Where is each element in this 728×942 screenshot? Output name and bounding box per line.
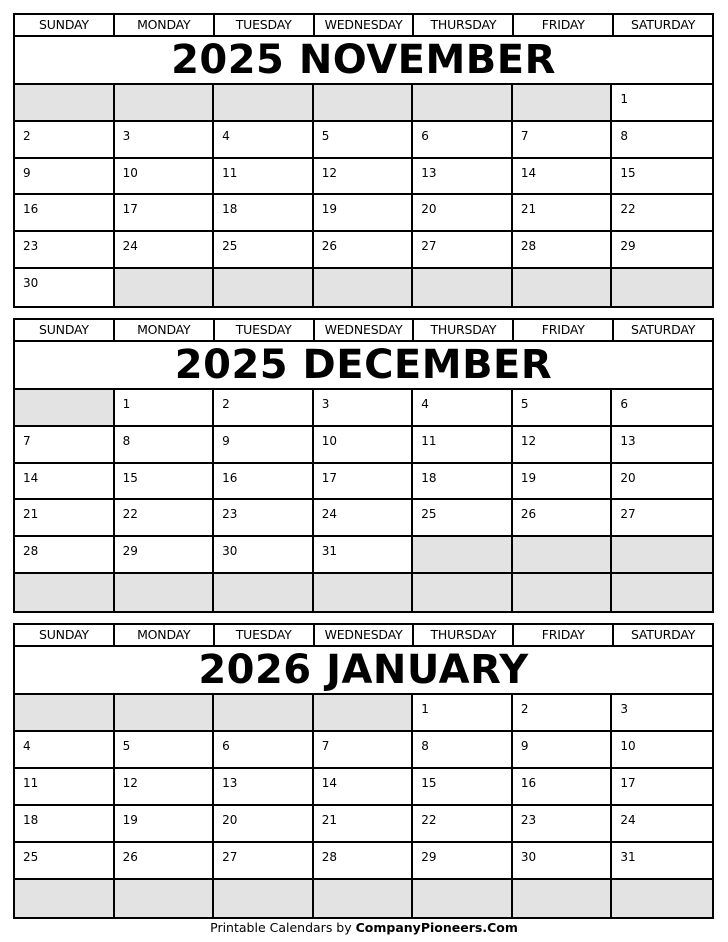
day-cell bbox=[15, 843, 115, 880]
day-cell bbox=[115, 806, 215, 843]
empty-day-cell bbox=[413, 269, 513, 306]
day-cell bbox=[612, 390, 712, 427]
day-number: 3 bbox=[122, 128, 131, 143]
empty-day-cell bbox=[413, 574, 513, 611]
empty-day-cell bbox=[413, 880, 513, 917]
weekday-friday: FRIDAY bbox=[514, 625, 614, 645]
day-cell bbox=[612, 806, 712, 843]
day-number: 15 bbox=[421, 776, 437, 790]
day-cell bbox=[15, 500, 115, 537]
day-number: 18 bbox=[421, 470, 437, 485]
day-cell bbox=[413, 806, 513, 843]
day-cell bbox=[115, 390, 215, 427]
day-number: 4 bbox=[421, 397, 429, 411]
day-cell bbox=[115, 843, 215, 880]
day-number: 16 bbox=[520, 776, 537, 790]
day-number: 2 bbox=[23, 128, 31, 143]
day-number: 26 bbox=[321, 239, 337, 254]
weekday-tuesday: TUESDAY bbox=[215, 320, 315, 340]
day-cell bbox=[314, 427, 414, 464]
day-cell bbox=[513, 195, 613, 232]
day-number: 18 bbox=[23, 813, 39, 827]
empty-day-cell bbox=[513, 269, 613, 306]
calendar-december-2025 bbox=[13, 318, 714, 613]
empty-day-cell bbox=[314, 85, 414, 122]
day-number: 28 bbox=[23, 544, 39, 559]
day-number: 17 bbox=[122, 202, 138, 217]
day-cell bbox=[513, 806, 613, 843]
day-cell bbox=[214, 464, 314, 501]
day-cell bbox=[513, 695, 613, 732]
day-cell bbox=[513, 769, 613, 806]
day-cell bbox=[314, 843, 414, 880]
footer-prefix: Printable Calendars by bbox=[210, 920, 356, 935]
day-number: 5 bbox=[321, 128, 330, 143]
day-number: 24 bbox=[620, 813, 636, 827]
day-number: 13 bbox=[620, 433, 636, 448]
day-cell bbox=[612, 232, 712, 269]
weekday-thursday: THURSDAY bbox=[414, 320, 514, 340]
day-cell bbox=[314, 806, 414, 843]
day-number: 21 bbox=[321, 813, 337, 827]
day-number: 25 bbox=[222, 239, 238, 254]
day-cell bbox=[314, 159, 414, 196]
weekday-saturday: SATURDAY bbox=[630, 17, 696, 32]
day-number: 3 bbox=[321, 397, 330, 411]
day-number: 10 bbox=[321, 433, 337, 448]
day-number: 1 bbox=[421, 702, 429, 716]
empty-day-cell bbox=[612, 269, 712, 306]
day-cell bbox=[612, 195, 712, 232]
day-cell bbox=[513, 427, 613, 464]
day-number: 17 bbox=[620, 776, 636, 790]
day-number: 30 bbox=[520, 850, 537, 864]
calendar-november-2025 bbox=[13, 13, 714, 308]
day-cell bbox=[413, 232, 513, 269]
day-cell bbox=[612, 843, 712, 880]
day-number: 15 bbox=[122, 470, 138, 485]
day-number: 11 bbox=[421, 433, 437, 448]
day-cell bbox=[612, 500, 712, 537]
day-number: 19 bbox=[122, 813, 138, 827]
day-cell bbox=[115, 500, 215, 537]
weekday-saturday: SATURDAY bbox=[630, 627, 696, 642]
day-cell bbox=[513, 500, 613, 537]
day-cell bbox=[413, 500, 513, 537]
day-cell bbox=[513, 390, 613, 427]
empty-day-cell bbox=[115, 269, 215, 306]
day-number: 7 bbox=[321, 739, 330, 753]
day-number: 10 bbox=[620, 739, 636, 753]
empty-day-cell bbox=[15, 880, 115, 917]
day-cell bbox=[15, 122, 115, 159]
day-number: 28 bbox=[520, 239, 537, 254]
day-number: 20 bbox=[620, 470, 636, 485]
day-number: 1 bbox=[620, 92, 629, 106]
empty-day-cell bbox=[413, 537, 513, 574]
weekday-friday: FRIDAY bbox=[514, 320, 614, 340]
day-number: 23 bbox=[520, 813, 537, 827]
day-cell bbox=[314, 732, 414, 769]
day-number: 19 bbox=[321, 202, 337, 217]
day-grid bbox=[15, 390, 712, 611]
empty-day-cell bbox=[214, 574, 314, 611]
day-number: 22 bbox=[421, 813, 437, 827]
day-cell bbox=[214, 122, 314, 159]
empty-day-cell bbox=[214, 880, 314, 917]
day-number: 5 bbox=[122, 739, 131, 753]
day-number: 12 bbox=[520, 433, 537, 448]
day-cell bbox=[513, 732, 613, 769]
day-number: 6 bbox=[222, 739, 230, 753]
weekday-wednesday: WEDNESDAY bbox=[315, 625, 415, 645]
day-number: 14 bbox=[23, 470, 39, 485]
day-cell bbox=[314, 232, 414, 269]
day-cell bbox=[15, 195, 115, 232]
day-number: 13 bbox=[421, 165, 437, 180]
day-cell bbox=[413, 769, 513, 806]
day-number: 26 bbox=[122, 850, 138, 864]
day-number: 11 bbox=[23, 776, 39, 790]
day-grid bbox=[15, 85, 712, 306]
empty-day-cell bbox=[612, 880, 712, 917]
day-cell bbox=[15, 732, 115, 769]
day-cell bbox=[115, 122, 215, 159]
day-cell bbox=[15, 464, 115, 501]
empty-day-cell bbox=[413, 85, 513, 122]
day-cell bbox=[15, 806, 115, 843]
day-cell bbox=[214, 427, 314, 464]
day-cell bbox=[612, 427, 712, 464]
weekday-monday: MONDAY bbox=[115, 625, 215, 645]
day-cell bbox=[314, 769, 414, 806]
day-cell bbox=[612, 695, 712, 732]
day-cell bbox=[314, 122, 414, 159]
day-cell bbox=[15, 537, 115, 574]
empty-day-cell bbox=[115, 85, 215, 122]
day-number: 19 bbox=[520, 470, 537, 485]
weekday-header bbox=[15, 15, 712, 37]
day-cell bbox=[513, 232, 613, 269]
weekday-header bbox=[15, 320, 712, 342]
empty-day-cell bbox=[612, 574, 712, 611]
month-title: 2025 NOVEMBER bbox=[15, 37, 712, 85]
footer-brand: CompanyPioneers.Com bbox=[355, 920, 518, 935]
weekday-header bbox=[15, 625, 712, 647]
empty-day-cell bbox=[214, 85, 314, 122]
empty-day-cell bbox=[314, 880, 414, 917]
day-cell bbox=[115, 195, 215, 232]
day-number: 24 bbox=[122, 239, 138, 254]
day-number: 16 bbox=[222, 470, 238, 485]
day-number: 7 bbox=[520, 128, 529, 143]
weekday-sunday: SUNDAY bbox=[15, 15, 115, 35]
day-cell bbox=[15, 427, 115, 464]
day-number: 4 bbox=[222, 128, 230, 143]
day-number: 31 bbox=[620, 850, 636, 864]
day-number: 7 bbox=[23, 433, 31, 448]
day-cell bbox=[413, 390, 513, 427]
day-number: 2 bbox=[520, 702, 529, 716]
weekday-tuesday: TUESDAY bbox=[215, 15, 315, 35]
day-cell bbox=[15, 159, 115, 196]
day-number: 6 bbox=[421, 128, 429, 143]
day-number: 6 bbox=[620, 397, 629, 411]
day-number: 8 bbox=[122, 433, 131, 448]
day-cell bbox=[214, 390, 314, 427]
day-cell bbox=[413, 159, 513, 196]
day-cell bbox=[413, 464, 513, 501]
day-cell bbox=[612, 464, 712, 501]
day-number: 17 bbox=[321, 470, 337, 485]
empty-day-cell bbox=[15, 574, 115, 611]
day-number: 29 bbox=[122, 544, 138, 559]
month-title: 2026 JANUARY bbox=[15, 647, 712, 695]
day-number: 25 bbox=[421, 507, 437, 522]
empty-day-cell bbox=[15, 695, 115, 732]
day-number: 30 bbox=[222, 544, 238, 559]
day-number: 1 bbox=[122, 397, 131, 411]
day-grid bbox=[15, 695, 712, 917]
empty-day-cell bbox=[612, 537, 712, 574]
empty-day-cell bbox=[214, 269, 314, 306]
day-number: 22 bbox=[620, 202, 636, 217]
day-number: 23 bbox=[222, 507, 238, 522]
day-number: 21 bbox=[520, 202, 537, 217]
empty-day-cell bbox=[115, 574, 215, 611]
day-cell bbox=[15, 769, 115, 806]
weekday-wednesday: WEDNESDAY bbox=[315, 15, 415, 35]
day-cell bbox=[413, 732, 513, 769]
empty-day-cell bbox=[115, 880, 215, 917]
day-cell bbox=[214, 806, 314, 843]
day-cell bbox=[214, 500, 314, 537]
day-cell bbox=[115, 427, 215, 464]
day-cell bbox=[314, 195, 414, 232]
day-number: 2 bbox=[222, 397, 230, 411]
empty-day-cell bbox=[314, 574, 414, 611]
day-cell bbox=[214, 232, 314, 269]
day-number: 27 bbox=[222, 850, 238, 864]
day-cell bbox=[413, 122, 513, 159]
weekday-friday: FRIDAY bbox=[514, 15, 614, 35]
weekday-wednesday: WEDNESDAY bbox=[315, 320, 415, 340]
day-number: 13 bbox=[222, 776, 238, 790]
day-number: 11 bbox=[222, 165, 238, 180]
weekday-thursday: THURSDAY bbox=[414, 15, 514, 35]
day-cell bbox=[115, 769, 215, 806]
weekday-monday: MONDAY bbox=[115, 15, 215, 35]
empty-day-cell bbox=[314, 269, 414, 306]
day-cell bbox=[513, 122, 613, 159]
empty-day-cell bbox=[15, 85, 115, 122]
empty-day-cell bbox=[513, 880, 613, 917]
day-number: 22 bbox=[122, 507, 138, 522]
weekday-monday: MONDAY bbox=[115, 320, 215, 340]
day-number: 9 bbox=[222, 433, 230, 448]
day-cell bbox=[115, 537, 215, 574]
day-number: 8 bbox=[620, 128, 629, 143]
day-cell bbox=[413, 195, 513, 232]
weekday-sunday: SUNDAY bbox=[15, 320, 115, 340]
weekday-thursday: THURSDAY bbox=[414, 625, 514, 645]
day-number: 21 bbox=[23, 507, 39, 522]
day-cell bbox=[15, 269, 115, 306]
day-cell bbox=[214, 159, 314, 196]
day-number: 10 bbox=[122, 165, 138, 180]
day-number: 29 bbox=[620, 239, 636, 254]
empty-day-cell bbox=[115, 695, 215, 732]
day-number: 27 bbox=[421, 239, 437, 254]
day-cell bbox=[612, 732, 712, 769]
day-cell bbox=[612, 159, 712, 196]
day-number: 29 bbox=[421, 850, 437, 864]
calendar-january-2026 bbox=[13, 623, 714, 919]
day-cell bbox=[314, 500, 414, 537]
day-number: 4 bbox=[23, 739, 31, 753]
day-cell bbox=[413, 695, 513, 732]
footer-credit bbox=[0, 920, 728, 936]
day-number: 30 bbox=[23, 276, 39, 291]
day-number: 27 bbox=[620, 507, 636, 522]
day-cell bbox=[314, 464, 414, 501]
empty-day-cell bbox=[314, 695, 414, 732]
day-cell bbox=[214, 769, 314, 806]
day-number: 24 bbox=[321, 507, 337, 522]
day-cell bbox=[115, 464, 215, 501]
day-cell bbox=[214, 843, 314, 880]
day-number: 26 bbox=[520, 507, 537, 522]
day-cell bbox=[612, 85, 712, 122]
day-number: 3 bbox=[620, 702, 629, 716]
day-number: 14 bbox=[321, 776, 337, 790]
day-number: 31 bbox=[321, 544, 337, 559]
day-number: 28 bbox=[321, 850, 337, 864]
day-cell bbox=[314, 537, 414, 574]
day-cell bbox=[612, 769, 712, 806]
day-cell bbox=[314, 390, 414, 427]
day-number: 15 bbox=[620, 165, 636, 180]
day-number: 12 bbox=[122, 776, 138, 790]
day-number: 9 bbox=[520, 739, 529, 753]
day-number: 8 bbox=[421, 739, 429, 753]
day-number: 5 bbox=[520, 397, 529, 411]
weekday-sunday: SUNDAY bbox=[15, 625, 115, 645]
empty-day-cell bbox=[513, 85, 613, 122]
day-cell bbox=[413, 843, 513, 880]
empty-day-cell bbox=[15, 390, 115, 427]
day-number: 12 bbox=[321, 165, 337, 180]
day-number: 16 bbox=[23, 202, 39, 217]
day-cell bbox=[413, 427, 513, 464]
empty-day-cell bbox=[513, 574, 613, 611]
day-cell bbox=[214, 195, 314, 232]
day-number: 20 bbox=[222, 813, 238, 827]
weekday-tuesday: TUESDAY bbox=[215, 625, 315, 645]
day-cell bbox=[214, 732, 314, 769]
day-number: 20 bbox=[421, 202, 437, 217]
day-cell bbox=[612, 122, 712, 159]
day-cell bbox=[115, 732, 215, 769]
day-cell bbox=[513, 464, 613, 501]
day-number: 25 bbox=[23, 850, 39, 864]
day-cell bbox=[15, 232, 115, 269]
day-number: 9 bbox=[23, 165, 31, 180]
day-cell bbox=[115, 232, 215, 269]
day-number: 18 bbox=[222, 202, 238, 217]
day-cell bbox=[214, 537, 314, 574]
empty-day-cell bbox=[513, 537, 613, 574]
empty-day-cell bbox=[214, 695, 314, 732]
day-number: 23 bbox=[23, 239, 39, 254]
day-number: 14 bbox=[520, 165, 537, 180]
month-title: 2025 DECEMBER bbox=[15, 342, 712, 390]
day-cell bbox=[513, 159, 613, 196]
day-cell bbox=[115, 159, 215, 196]
weekday-saturday: SATURDAY bbox=[630, 322, 696, 337]
day-cell bbox=[513, 843, 613, 880]
